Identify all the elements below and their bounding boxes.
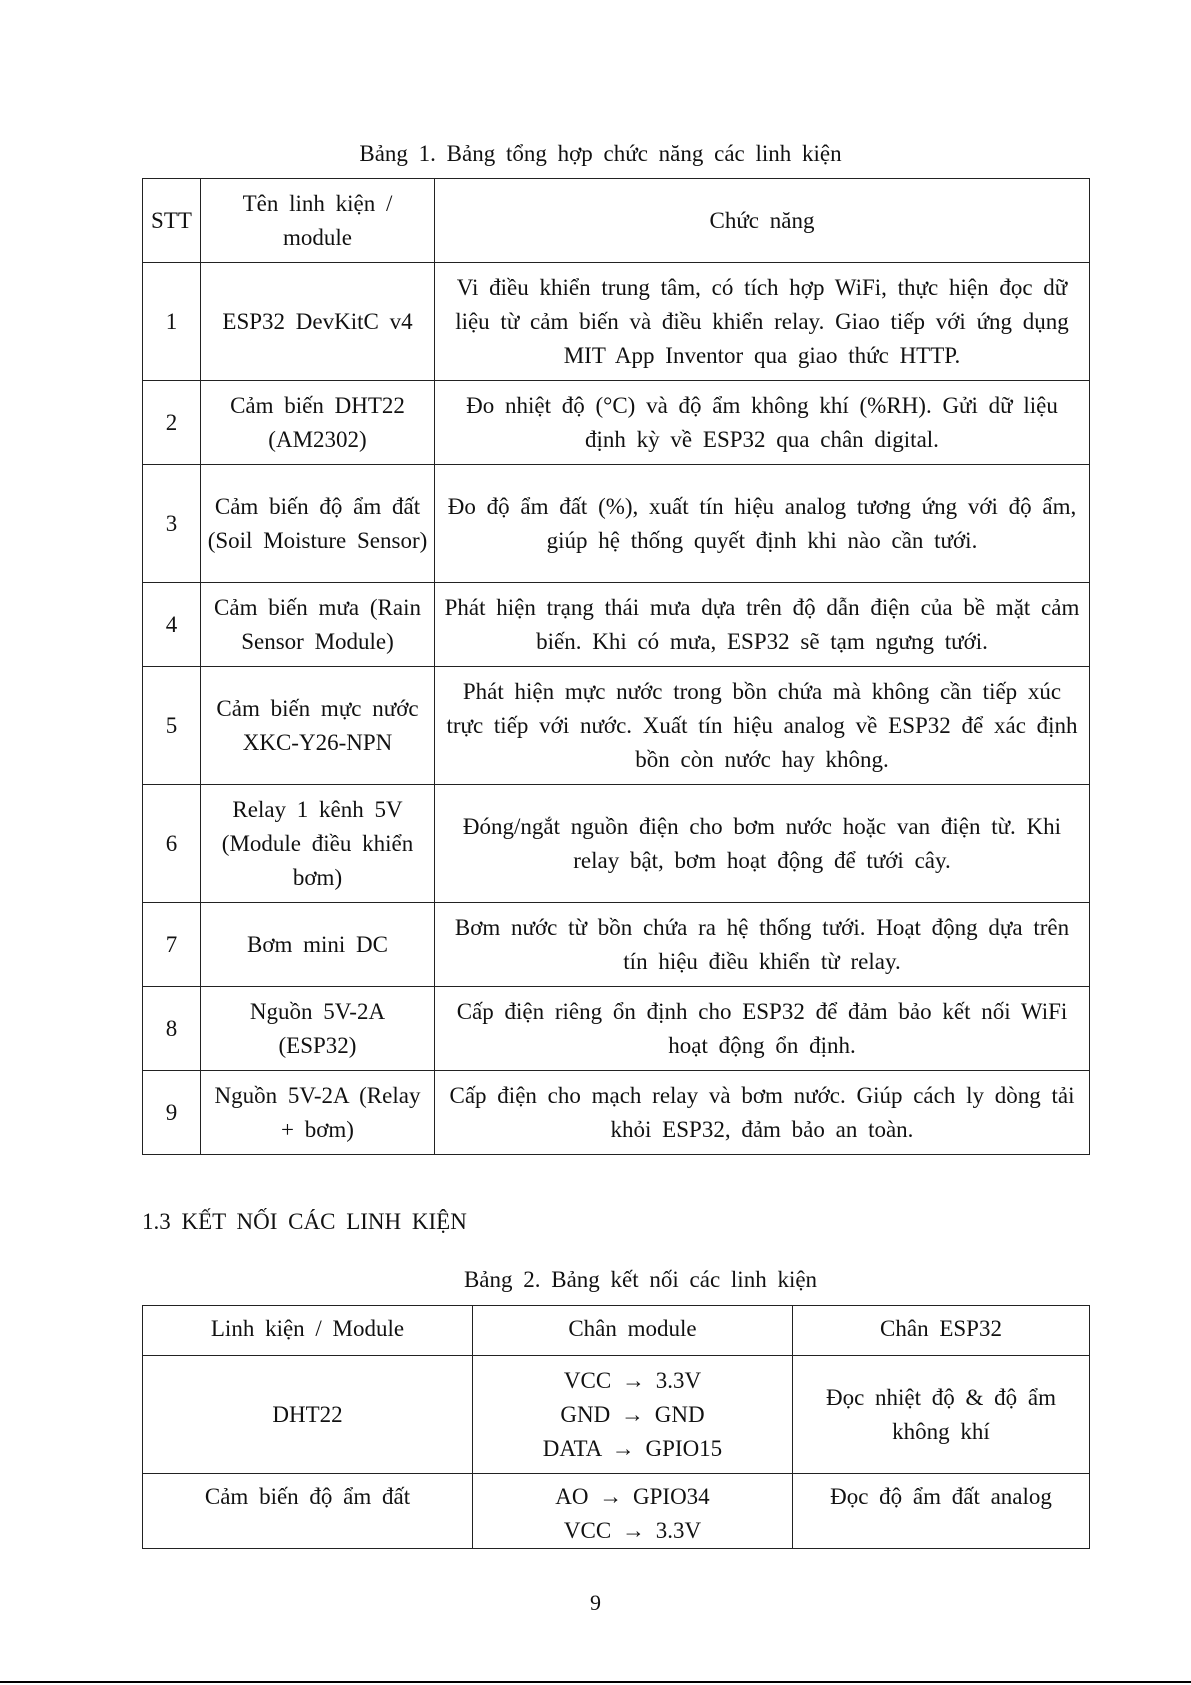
row-stt: 3	[143, 465, 201, 583]
header-stt: STT	[143, 179, 201, 263]
row-component-name: Nguồn 5V-2A (ESP32)	[201, 987, 435, 1071]
row-esp32-pin: Đọc độ ẩm đất analog	[793, 1474, 1090, 1549]
row-function: Đóng/ngắt nguồn điện cho bơm nước hoặc van điện từ. Khi relay bật, bơm hoạt động để tưới cây.	[435, 785, 1090, 903]
row-stt: 7	[143, 903, 201, 987]
table-header-row	[143, 179, 1090, 263]
table-row	[143, 1356, 1090, 1474]
header-function: Chức năng	[435, 179, 1090, 263]
table-row	[143, 987, 1090, 1071]
table-row	[143, 465, 1090, 583]
row-component-name: Cảm biến mưa (Rain Sensor Module)	[201, 583, 435, 667]
row-component-name: Bơm mini DC	[201, 903, 435, 987]
row-stt: 1	[143, 263, 201, 381]
row-component-name: Cảm biến độ ẩm đất (Soil Moisture Sensor)	[201, 465, 435, 583]
row-component-name: Cảm biến mực nước XKC-Y26-NPN	[201, 667, 435, 785]
row-function: Phát hiện trạng thái mưa dựa trên độ dẫn điện của bề mặt cảm biến. Khi có mưa, ESP32 sẽ tạm ngưng tưới.	[435, 583, 1090, 667]
row-function: Cấp điện riêng ổn định cho ESP32 để đảm bảo kết nối WiFi hoạt động ổn định.	[435, 987, 1090, 1071]
table-row	[143, 1071, 1090, 1155]
pin-mapping: AO → GPIO34	[555, 1484, 710, 1509]
table2-caption: Bảng 2. Bảng kết nối các linh kiện	[463, 1267, 818, 1292]
row-component-name: Nguồn 5V-2A (Relay + bơm)	[201, 1071, 435, 1155]
row-function: Vi điều khiển trung tâm, có tích hợp WiFi, thực hiện đọc dữ liệu từ cảm biến và điều khiển relay. Giao tiếp với ứng dụng MIT App Inventor qua giao thức HTTP.	[435, 263, 1090, 381]
row-function: Bơm nước từ bồn chứa ra hệ thống tưới. Hoạt động dựa trên tín hiệu điều khiển từ relay.	[435, 903, 1090, 987]
page-number: 9	[590, 1590, 601, 1615]
row-module-pins	[473, 1474, 793, 1549]
row-function: Đo nhiệt độ (°C) và độ ẩm không khí (%RH). Gửi dữ liệu định kỳ về ESP32 qua chân digital.	[435, 381, 1090, 465]
row-component: Cảm biến độ ẩm đất	[143, 1474, 473, 1549]
components-function-table	[142, 178, 1090, 1155]
page-bottom-rule	[0, 1681, 1191, 1683]
pin-mapping: VCC → 3.3V	[563, 1518, 702, 1543]
table-row	[143, 903, 1090, 987]
row-function: Phát hiện mực nước trong bồn chứa mà không cần tiếp xúc trực tiếp với nước. Xuất tín hiệu analog về ESP32 để xác định bồn còn nước hay không.	[435, 667, 1090, 785]
header-component: Linh kiện / Module	[143, 1306, 473, 1356]
row-stt: 5	[143, 667, 201, 785]
header-component-name: Tên linh kiện / module	[201, 179, 435, 263]
row-stt: 8	[143, 987, 201, 1071]
row-function: Đo độ ẩm đất (%), xuất tín hiệu analog tương ứng với độ ẩm, giúp hệ thống quyết định khi nào cần tưới.	[435, 465, 1090, 583]
header-esp32-pin: Chân ESP32	[793, 1306, 1090, 1356]
row-module-pins	[473, 1356, 793, 1474]
row-component-name: ESP32 DevKitC v4	[201, 263, 435, 381]
table-row	[143, 1474, 1090, 1549]
table-row	[143, 785, 1090, 903]
table-row	[143, 667, 1090, 785]
row-function: Cấp điện cho mạch relay và bơm nước. Giúp cách ly dòng tải khỏi ESP32, đảm bảo an toàn.	[435, 1071, 1090, 1155]
table1-caption: Bảng 1. Bảng tổng hợp chức năng các linh kiện	[359, 141, 842, 166]
row-stt: 4	[143, 583, 201, 667]
row-component-name: Relay 1 kênh 5V (Module điều khiển bơm)	[201, 785, 435, 903]
pin-mapping: GND → GND	[560, 1401, 705, 1427]
pin-mapping: DATA → GPIO15	[542, 1435, 723, 1461]
row-component: DHT22	[143, 1356, 473, 1474]
components-connection-table	[142, 1305, 1090, 1549]
row-esp32-pin: Đọc nhiệt độ & độ ẩm không khí	[793, 1356, 1090, 1474]
row-component-name: Cảm biến DHT22 (AM2302)	[201, 381, 435, 465]
row-stt: 9	[143, 1071, 201, 1155]
row-stt: 2	[143, 381, 201, 465]
table-header-row	[143, 1306, 1090, 1356]
row-stt: 6	[143, 785, 201, 903]
table-row	[143, 263, 1090, 381]
table-row	[143, 583, 1090, 667]
section-heading: 1.3 KẾT NỐI CÁC LINH KIỆN	[142, 1209, 467, 1234]
header-module-pin: Chân module	[473, 1306, 793, 1356]
pin-mapping: VCC → 3.3V	[563, 1367, 702, 1393]
table-row	[143, 381, 1090, 465]
